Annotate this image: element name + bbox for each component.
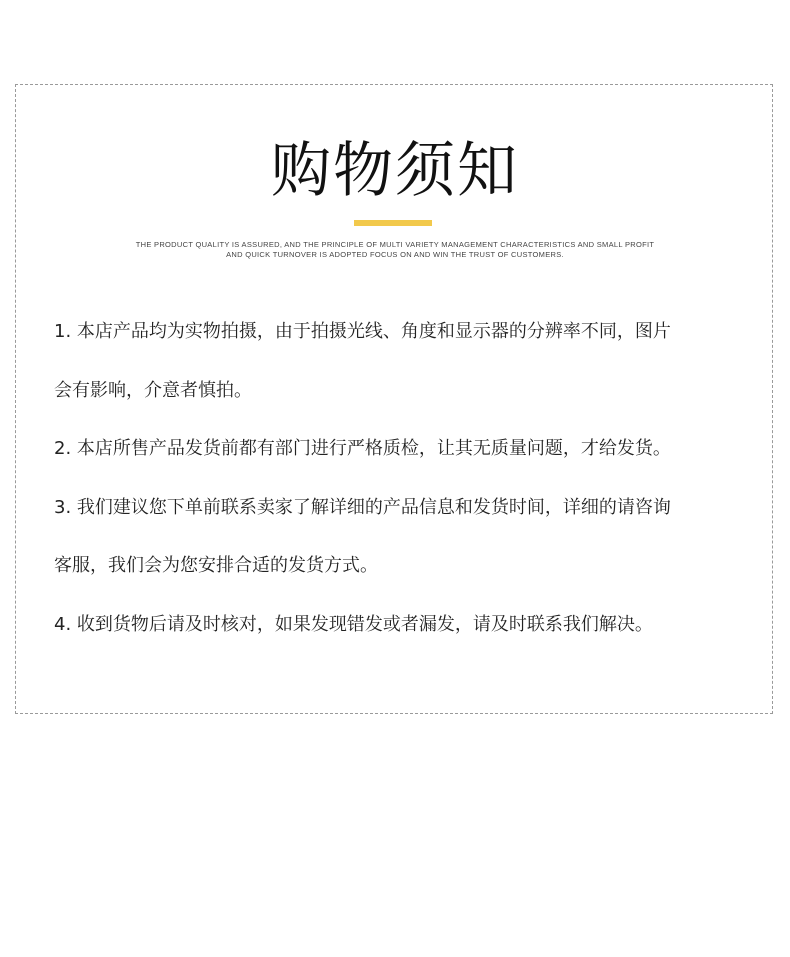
page-title: 购物须知 <box>271 136 519 206</box>
note-line: 会有影响，介意者慎拍。 <box>54 379 252 401</box>
note-line: 客服，我们会为您安排合适的发货方式。 <box>54 555 378 576</box>
subtitle-line-2: AND QUICK TURNOVER IS ADOPTED FOCUS ON AND WIN THE TRUST OF CUSTOMERS. <box>226 250 564 259</box>
subtitle <box>110 240 680 260</box>
note-line: 2. 本店所售产品发货前都有部门进行严格质检，让其无质量问题，才给发货。 <box>54 438 671 459</box>
note-line: 1. 本店产品均为实物拍摄，由于拍摄光线、角度和显示器的分辨率不同，图片 <box>54 321 671 342</box>
note-line: 4. 收到货物后请及时核对，如果发现错发或者漏发，请及时联系我们解决。 <box>54 613 653 635</box>
title-accent-bar <box>354 220 432 226</box>
notes-list <box>54 303 744 654</box>
subtitle-line-1: THE PRODUCT QUALITY IS ASSURED, AND THE PRINCIPLE OF MULTI VARIETY MANAGEMENT CHARACTERISTICS AND SMALL PROFIT <box>135 240 655 249</box>
note-line: 3. 我们建议您下单前联系卖家了解详细的产品信息和发货时间，详细的请咨询 <box>54 496 671 518</box>
